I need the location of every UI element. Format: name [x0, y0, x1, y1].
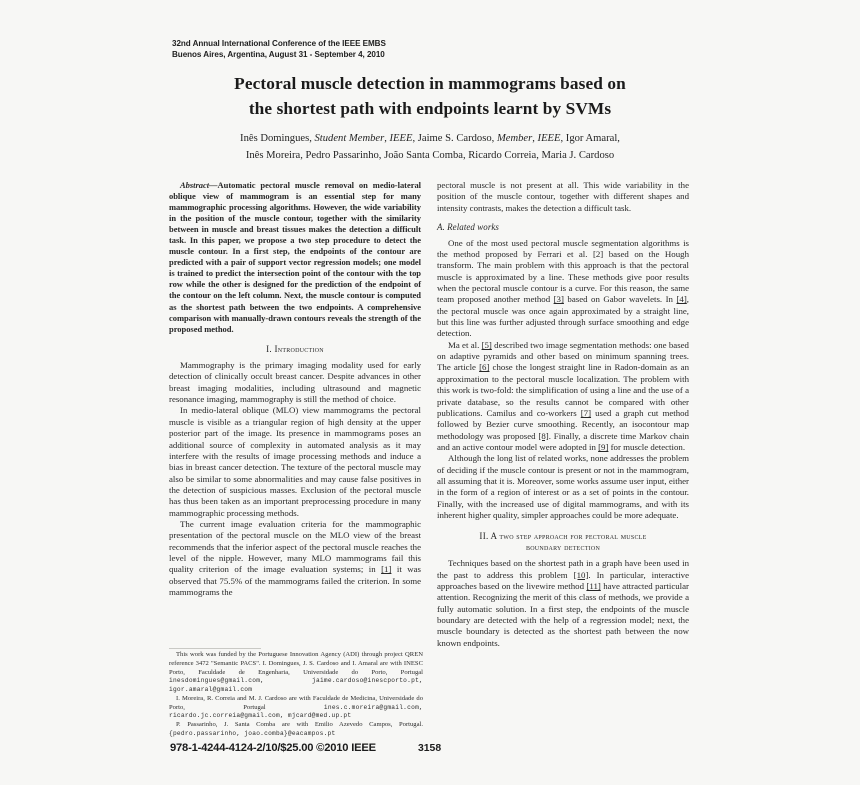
citation-ref-1[interactable]: [1]: [381, 564, 392, 575]
citation-ref-3[interactable]: [3]: [553, 294, 564, 305]
rw-p1-part-3: , the pectoral muscle was once again approximated by a straight line, but this line was further adjusted through surface smoothing and edge detection.: [437, 294, 689, 339]
citation-ref-11[interactable]: [11]: [586, 580, 601, 591]
author-names-part-3: , Igor Amaral,: [560, 133, 620, 144]
abstract-body: Automatic pectoral muscle removal on medio-lateral oblique view of mammogram is an essential step for many mammographic processing algorithms. However, the wide variability in the position of the muscle contour, together with the similarity between in muscle and breast tissues makes the detection a difficult task. In this paper, we propose a two step procedure to detect the muscle contour. In a first step, the endpoints of the contour are predicted with a pair of support vector regression models; one model is trained to predict the intersection point of the contour with the top row while the other is designed for the prediction of the endpoint of the contour on the left column. Next, the muscle contour is computed as the shortest path between the two endpoints. A comprehensive comparison with manually-drawn contours reveals the strength of the proposed method.: [169, 180, 421, 334]
paper-title: [170, 72, 690, 121]
two-step-paragraph-1: [437, 558, 689, 649]
citation-ref-4[interactable]: [4]: [676, 294, 687, 305]
related-works-paragraph-3: Although the long list of related works, none addresses the problem of deciding if the muscle contour is present or not in the mammogram, all assuming that it is. Moreover, some works assume user input, either in the form of a region of interest or as a set of points in the contour. Finally, with the increased use of digital mammograms, and with its inherent higher quality, simpler approaches could be more adequate.: [437, 453, 689, 521]
author-names-part-1: Inês Domingues,: [240, 133, 315, 144]
ieee-label-1: IEEE: [389, 133, 413, 144]
rw-p2-part-6: for muscle detection.: [608, 441, 686, 452]
ts-p1-part-2: . In particular, interactive approaches based on the livewire method: [437, 569, 689, 591]
rw-p2-part-4: used a graph cut method followed by Bezier curve smoothing. Recently, an isocontour map methodology was proposed: [437, 407, 689, 441]
footnote-affiliation-2: [169, 695, 423, 721]
citation-ref-8[interactable]: [8]: [538, 430, 549, 441]
author-line-2: Inês Moreira, Pedro Passarinho, João Santa Comba, Ricardo Correia, Maria J. Cardoso: [245, 150, 615, 162]
footnote-block: [169, 651, 423, 739]
ts-p1-part-1: Techniques based on the shortest path in a graph have been used in the past to address this problem: [437, 558, 689, 580]
left-column: [169, 180, 421, 599]
author-membership-2: Member: [496, 133, 533, 144]
rw-p2-part-3: chose the longest straight line in Radon-domain as an approximation to the pectoral muscle localization. The problem with this work is two-fold: the simplification of using a line and the use of a private database, so the results cannot be compared with other publications. Camilus and co-workers: [437, 362, 689, 418]
intro-p3-part-2: it was observed that 75.5% of the mammograms failed the criterion. In some mammograms the: [169, 564, 421, 598]
section-heading-two-step-approach: [437, 531, 689, 554]
abstract-lead-in: Abstract—: [180, 180, 218, 190]
subsection-heading-related-works: A. Related works: [437, 222, 499, 233]
author-sep-1: ,: [384, 133, 390, 144]
footnote-divider: [169, 648, 261, 649]
footnote-2-text: I. Moreira, R. Correia and M. J. Cardoso are with Faculdade de Medicina, Universidade do Porto, Portugal: [169, 694, 423, 711]
abstract-paragraph: [169, 180, 421, 335]
conference-header: [172, 38, 386, 60]
footnote-3-emails: {pedro.passarinho, joao.comba}@eacampos.pt: [169, 729, 336, 737]
citation-ref-6[interactable]: [6]: [479, 362, 490, 373]
intro-paragraph-2: In medio-lateral oblique (MLO) view mammograms the pectoral muscle is visible as a triangular region of high density at the upper posterior part of the image. Its presence in mammograms poses an additional source of complexity in automated analysis as it may interfere with the results of image processing methods and induce a bias in breast cancer detection. The texture of the pectoral muscle may also be similar to some abnormalities and may cause false positives in the detection of suspicious masses. Exclusion of the pectoral muscle has thus been taken as an important preprocessing procedure in many mammographic processing methods.: [169, 405, 421, 518]
author-names-part-2: , Jaime S. Cardoso,: [412, 133, 497, 144]
intro-p3-part-1: The current image evaluation criteria for the mammographic presentation of the pectoral muscle on the MLO view of the breast recommends that the inferior aspect of the pectoral muscle reaches the level of the nipple. However, many MLO mammograms fail this quality criterion of the image evaluation systems; in: [169, 519, 421, 575]
conference-location-dates: Buenos Aires, Argentina, August 31 - September 4, 2010: [172, 50, 385, 60]
paper-title-line-1: Pectoral muscle detection in mammograms based on: [234, 74, 626, 93]
section-heading-introduction: I. Introduction: [266, 343, 324, 354]
related-works-paragraph-2: [437, 340, 689, 454]
author-sep-2: ,: [532, 133, 538, 144]
section-heading-line-1: II. A two step approach for pectoral muscle: [479, 530, 647, 541]
ieee-label-2: IEEE: [537, 133, 561, 144]
conference-name: 32nd Annual International Conference of the IEEE EMBS: [172, 39, 386, 48]
right-column: [437, 180, 689, 649]
citation-ref-10[interactable]: [10]: [573, 569, 589, 580]
author-list: [170, 130, 690, 164]
citation-ref-9[interactable]: [9]: [598, 441, 609, 452]
intro-paragraph-3: [169, 519, 421, 599]
rw-p2-part-2: described two image segmentation methods: one based on adaptive pyramids and other based on minimum spanning trees. The article: [437, 339, 689, 373]
footnote-1-text: This work was funded by the Portuguese Innovation Agency (ADI) through project QREN reference 3472 "Semantic PACS". I. Domingues, J. S. Cardoso and I. Amaral are with INESC Porto, Faculdade de Engenharia, Universidade do Porto, Portugal: [169, 651, 423, 676]
page-number: 3158: [418, 743, 442, 754]
author-membership-1: Student Member: [314, 133, 385, 144]
footnote-funding-and-affiliation-1: [169, 651, 423, 695]
right-paragraph-1: pectoral muscle is not present at all. This wide variability in the position of the muscle contour, together with different shapes and intensity contrasts, makes the detection a difficult task.: [437, 180, 689, 213]
citation-ref-5[interactable]: [5]: [481, 339, 492, 350]
related-works-paragraph-1: [437, 238, 689, 340]
isbn-copyright-line: 978-1-4244-4124-2/10/$25.00 ©2010 IEEE: [170, 742, 376, 754]
rw-p1-part-1: One of the most used pectoral muscle segmentation algorithms is the method proposed by Ferrari et al. [2] based on the Hough transform. The main problem with this approach is that the pectoral muscle is approximated by a line. These methods give poor results when the pectoral muscle contour is a curve. For this reason, the same team proposed another method: [437, 237, 689, 305]
section-heading-line-2: boundary detection: [525, 541, 601, 552]
rw-p1-part-2: based on Gabor wavelets. In: [563, 294, 677, 305]
footnote-affiliation-3: [169, 721, 423, 739]
intro-paragraph-1: Mammography is the primary imaging modality used for early detection of clinically occult breast cancer. Despite advances in other breast imaging modalities, including ultrasound and magnetic resonance imaging, mammography is still the method of choice.: [169, 360, 421, 405]
paper-title-line-2: the shortest path with endpoints learnt by SVMs: [248, 98, 612, 118]
rw-p2-part-1: Ma et al.: [448, 339, 482, 350]
ts-p1-part-3: have attracted particular attention. Recognizing the merit of this class of methods, we provide a fully automatic solution. In a first step, the endpoints of the muscle boundary are detected with the help of a regression model; next, the muscle boundary is detected as the shortest path between the now known endpoints.: [437, 580, 689, 648]
citation-ref-7[interactable]: [7]: [580, 407, 592, 418]
footnote-1-emails: inesdomingues@gmail.com, jaime.cardoso@inescporto.pt, igor.amaral@gmail.com: [169, 677, 423, 694]
rw-p2-part-5: . Finally, a discrete time Markov chain and an active contour model were adopted in: [437, 430, 690, 452]
author-line-1: [170, 130, 690, 147]
footnote-2-emails: ines.c.moreira@gmail.com, ricardo.jc.correia@gmail.com, mjcard@med.up.pt: [169, 703, 423, 720]
footnote-3-text: P. Passarinho, J. Santa Comba are with Emilio Azevedo Campos, Portugal.: [176, 721, 423, 729]
